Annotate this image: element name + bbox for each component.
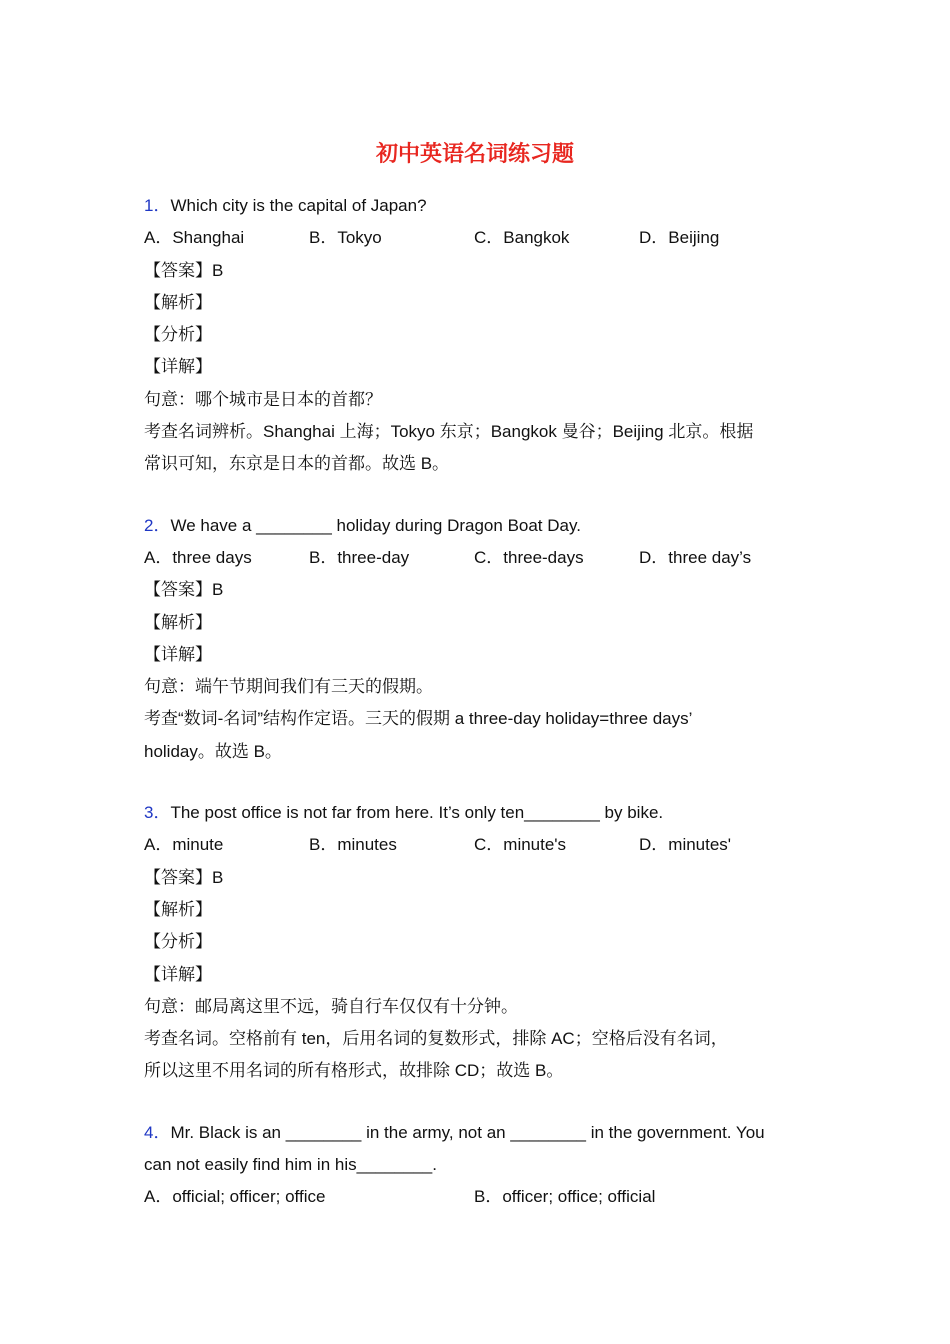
explanation-line: 考查名词辨析。Shanghai 上海；Tokyo 东京；Bangkok 曼谷；Beijing 北京。根据 (144, 422, 754, 442)
options-row (144, 1181, 804, 1213)
analysis-label: 【解析】 (144, 899, 212, 919)
detail-label: 【详解】 (144, 357, 212, 377)
answer-label: 【答案】B (144, 260, 224, 280)
option-a: A．minute (144, 835, 224, 855)
option-b: B．officer; office; official (474, 1187, 656, 1207)
detail-label: 【详解】 (144, 644, 212, 664)
option-a: A．three days (144, 547, 252, 567)
answer-label: 【答案】B (144, 867, 224, 887)
explanation-line: 句意：哪个城市是日本的首都？ (144, 389, 382, 409)
explanation-line: holiday。故选 B。 (144, 741, 282, 761)
question-number: 4． (144, 1122, 171, 1142)
detail-label: 【详解】 (144, 964, 212, 984)
option-a: A．Shanghai (144, 228, 245, 248)
question-stem (144, 797, 804, 829)
option-c: C．Bangkok (474, 228, 570, 248)
option-c: C．three-days (474, 547, 584, 567)
option-b: B．three-day (309, 547, 410, 567)
question-2 (144, 510, 804, 768)
question-list (144, 190, 804, 1214)
explanation-line: 常识可知，东京是日本的首都。故选 B。 (144, 454, 450, 474)
page-title: 初中英语名词练习题 (375, 141, 574, 167)
option-b: B．Tokyo (309, 228, 382, 248)
question-stem (144, 190, 804, 222)
question-number: 3． (144, 803, 171, 823)
question-stem (144, 510, 804, 542)
question-text-continued: can not easily find him in his________. (144, 1155, 437, 1175)
explanation-line: 考查“数词-名词”结构作定语。三天的假期 a three-day holiday=three days’ (144, 709, 693, 729)
question-gap (144, 481, 804, 510)
option-b: B．minutes (309, 835, 397, 855)
question-gap (144, 1088, 804, 1117)
explanation-line: 句意：邮局离这里不远，骑自行车仅仅有十分钟。 (144, 996, 518, 1016)
question-1 (144, 190, 804, 481)
analysis-label: 【解析】 (144, 292, 212, 312)
options-row (144, 829, 804, 861)
option-d: D．minutes' (639, 835, 732, 855)
question-text: The post office is not far from here. It’s only ten________ by bike. (170, 803, 664, 823)
question-3 (144, 797, 804, 1088)
breakdown-label: 【分析】 (144, 325, 212, 345)
explanation-line: 句意：端午节期间我们有三天的假期。 (144, 677, 433, 697)
option-c: C．minute's (474, 835, 567, 855)
explanation-line: 考查名词。空格前有 ten，后用名词的复数形式，排除 AC；空格后没有名词， (144, 1029, 728, 1049)
question-text: We have a ________ holiday during Dragon Boat Day. (170, 515, 581, 535)
option-d: D．three day’s (639, 547, 752, 567)
breakdown-label: 【分析】 (144, 932, 212, 952)
analysis-label: 【解析】 (144, 612, 212, 632)
option-d: D．Beijing (639, 228, 720, 248)
question-stem (144, 1117, 804, 1149)
option-a: A．official; officer; office (144, 1187, 326, 1207)
question-number: 2． (144, 515, 171, 535)
explanation-line: 所以这里不用名词的所有格形式，故排除 CD；故选 B。 (144, 1061, 564, 1081)
question-gap (144, 768, 804, 797)
options-row (144, 542, 804, 574)
question-text: Mr. Black is an ________ in the army, not an ________ in the government. You (170, 1122, 765, 1142)
question-4 (144, 1117, 804, 1214)
answer-label: 【答案】B (144, 580, 224, 600)
options-row (144, 222, 804, 254)
question-number: 1． (144, 196, 171, 215)
question-text: Which city is the capital of Japan? (170, 196, 427, 215)
